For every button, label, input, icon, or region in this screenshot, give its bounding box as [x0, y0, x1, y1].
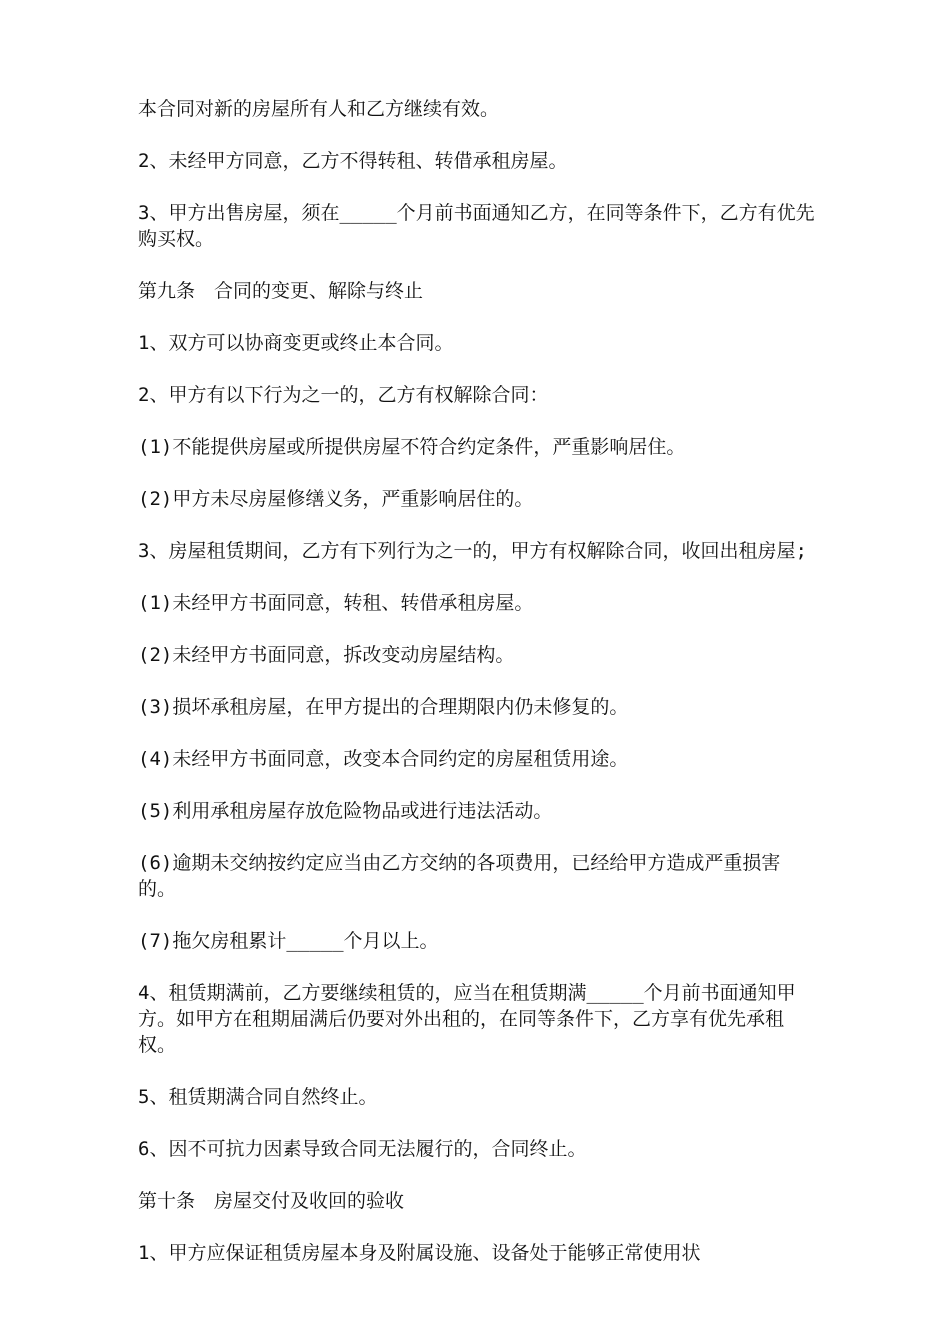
paragraph: 3、甲方出售房屋，须在_____个月前书面通知乙方，在同等条件下，乙方有优先购买权。 [138, 202, 815, 250]
paragraph: 本合同对新的房屋所有人和乙方继续有效。 [138, 98, 500, 120]
paragraph: (1)不能提供房屋或所提供房屋不符合约定条件，严重影响居住。 [138, 436, 686, 458]
paragraph: 1、甲方应保证租赁房屋本身及附属设施、设备处于能够正常使用状 [138, 1242, 701, 1264]
paragraph: (2)甲方未尽房屋修缮义务，严重影响居住的。 [138, 488, 534, 510]
paragraph: (1)未经甲方书面同意，转租、转借承租房屋。 [138, 592, 534, 614]
section-heading: 第十条 房屋交付及收回的验收 [138, 1190, 405, 1212]
paragraph: (3)损坏承租房屋，在甲方提出的合理期限内仍未修复的。 [138, 696, 629, 718]
paragraph: 5、租赁期满合同自然终止。 [138, 1086, 378, 1108]
paragraph: (6)逾期未交纳按约定应当由乙方交纳的各项费用，已经给甲方造成严重损害的。 [138, 852, 781, 900]
paragraph: 6、因不可抗力因素导致合同无法履行的，合同终止。 [138, 1138, 587, 1160]
paragraph: 2、甲方有以下行为之一的，乙方有权解除合同： [138, 384, 549, 406]
paragraph: 2、未经甲方同意，乙方不得转租、转借承租房屋。 [138, 150, 568, 172]
paragraph: 3、房屋租赁期间，乙方有下列行为之一的，甲方有权解除合同，收回出租房屋; [138, 540, 807, 562]
paragraph: 1、双方可以协商变更或终止本合同。 [138, 332, 454, 354]
paragraph: (2)未经甲方书面同意，拆改变动房屋结构。 [138, 644, 515, 666]
paragraph: (4)未经甲方书面同意，改变本合同约定的房屋租赁用途。 [138, 748, 629, 770]
section-heading: 第九条 合同的变更、解除与终止 [138, 280, 424, 302]
paragraph: (5)利用承租房屋存放危险物品或进行违法活动。 [138, 800, 553, 822]
paragraph: 4、租赁期满前，乙方要继续租赁的，应当在租赁期满_____个月前书面通知甲方。如甲方在租期届满后仍要对外出租的，在同等条件下，乙方享有优先承租权。 [138, 982, 796, 1056]
paragraph: (7)拖欠房租累计_____个月以上。 [138, 930, 439, 952]
document-page [138, 96, 818, 1292]
